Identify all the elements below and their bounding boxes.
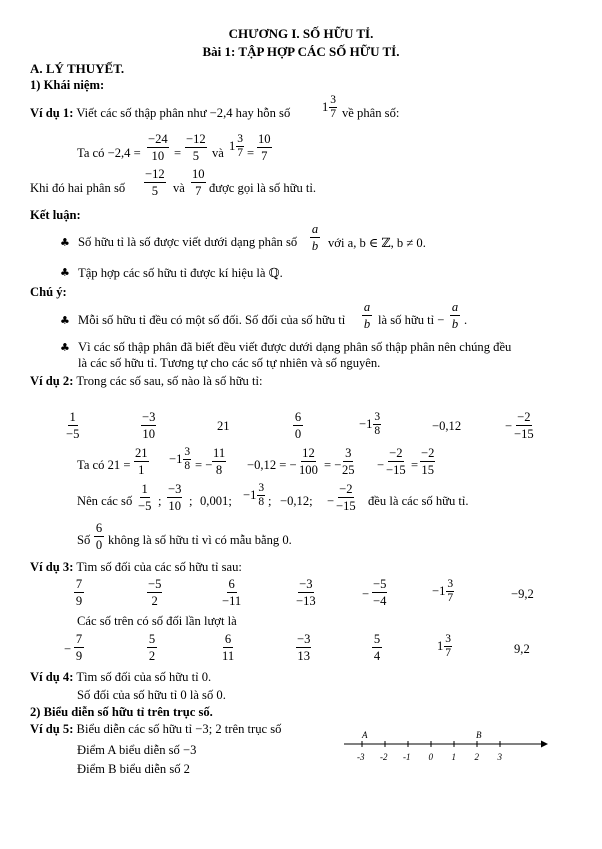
example-4-answer: Số đối của số hữu tỉ 0 là số 0. [77,688,226,702]
mixed-number: −1 3 8 [243,482,265,508]
example-4-line: Ví dụ 4: Tìm số đối của số hữu tỉ 0. [30,670,212,684]
fraction: $\frac{6}{0}$ [95,521,103,552]
conclusion-heading: Kết luận: [30,208,81,222]
minus-sign: − [362,587,370,601]
note-bullet-1-end: . [464,313,468,327]
fraction: $\frac{3}{25}$ [342,446,355,477]
point-a-text: Điểm A biểu diễn số −3 [77,743,197,757]
fraction: $\frac{-3}{10}$ [142,410,156,441]
fraction: $\frac{7}{9}$ [75,577,83,608]
middle-text: Các số trên có số đối lần lượt là [77,614,237,628]
separator: ; [189,494,193,508]
note-bullet-1-mid: là số hữu tỉ − [378,313,445,327]
mixed-number: 1 3 7 [229,133,244,159]
minus-sign: − [64,642,72,656]
club-icon: ♣ [60,314,70,327]
equals: = [411,458,419,472]
conclusion-text: đều là các số hữu tỉ. [368,494,469,508]
so-text: Số [77,533,91,547]
note-bullet-2-line-2: là các số hữu tỉ. Tương tự cho các số tự nhiên và số nguyên. [78,356,381,370]
minus-sign: − [505,419,513,433]
chapter-title: CHƯƠNG I. SỐ HỮU TỈ. [228,26,374,41]
note-heading: Chú ý: [30,285,67,299]
example-2-line: Ví dụ 2: Trong các số sau, số nào là số hữu tỉ: [30,374,263,388]
number: −9,2 [511,587,534,601]
axis-tick-label: -3 [357,752,365,762]
nen-cac-so-text: Nên các số [77,494,133,508]
fraction: $\frac{10}{7}$ [192,167,205,198]
fraction: $\frac{-2}{-15}$ [514,410,534,441]
fraction: $\frac{a}{b}$ [363,300,371,331]
number: 0,001; [200,494,232,508]
number: −0,12 [432,419,462,433]
lesson-title: Bài 1: TẬP HỢP CÁC SỐ HỮU TỈ. [202,44,400,59]
fraction: $\frac{6}{0}$ [294,410,302,441]
equals: = − [195,458,213,472]
fraction: $\frac{-5}{-4}$ [373,577,387,608]
note-bullet-1: Mỗi số hữu tỉ đều có một số đối. Số đối của số hữu tỉ [78,313,346,327]
axis-arrow-icon [541,741,548,748]
equals: = [174,146,182,160]
mixed-number: 1 3 7 [322,94,337,120]
fraction: $\frac{21}{1}$ [135,446,148,477]
point-a-label: A [362,730,368,740]
number: 21 [217,419,230,433]
khi-do-text: Khi đó hai phân số [30,181,126,195]
fraction: $\frac{-5}{2}$ [148,577,162,608]
fraction: $\frac{5}{2}$ [148,632,156,663]
fraction: $\frac{-12}{5}$ [186,132,206,163]
mixed-number: −1 3 8 [359,411,381,437]
conclusion-bullet-1-tail: với a, b ∈ ℤ, b ≠ 0. [328,236,426,250]
separator: ; [158,494,162,508]
fraction: $\frac{7}{9}$ [75,632,83,663]
fraction: $\frac{a}{b}$ [451,300,459,331]
zero-denominator-text: không là số hữu tỉ vì có mẫu bằng 0. [108,533,292,547]
fraction: $\frac{6}{-11}$ [222,577,242,608]
concept-heading: 1) Khái niệm: [30,78,105,92]
fraction: $\frac{12}{100}$ [299,446,318,477]
axis-tick-label: 3 [497,752,502,762]
fraction: $\frac{-2}{-15}$ [336,482,356,513]
club-icon: ♣ [60,236,70,249]
note-bullet-2-line-1: Vì các số thập phân đã biết đều viết được dưới dạng phân số thập phân nên chúng đều [78,340,512,354]
axis-tick-label: -1 [403,752,411,762]
fraction: $\frac{10}{7}$ [258,132,271,163]
example-5-line: Ví dụ 5: Biểu diễn các số hữu tỉ −3; 2 trên trục số [30,722,282,736]
fraction: $\frac{-2}{15}$ [421,446,435,477]
point-b-label: B [476,730,482,740]
number: 9,2 [514,642,530,656]
number: −0,12; [280,494,313,508]
ta-co-text: Ta có 21 = [77,458,131,472]
fraction: $\frac{5}{4}$ [373,632,381,663]
separator: ; [268,494,272,508]
fraction: $\frac{1}{-5}$ [66,410,80,441]
fraction: $\frac{-12}{5}$ [145,167,165,198]
number-line [340,728,555,768]
axis-tick-label: 1 [451,752,456,762]
conclusion-bullet-2: Tập hợp các số hữu tỉ được kí hiệu là ℚ. [78,266,283,280]
axis-tick-label: 2 [474,752,479,762]
fraction: $\frac{-3}{13}$ [297,632,311,663]
mixed-number: −1 3 7 [432,578,454,604]
point-b-text: Điểm B biểu diễn số 2 [77,762,190,776]
ta-co-text: Ta có −2,4 = [77,146,141,160]
section-a-heading: A. LÝ THUYẾT. [30,61,125,76]
equals: = [247,146,255,160]
expression: −0,12 = − [247,458,297,472]
and-text: và [173,181,185,195]
fraction: $\frac{11}{8}$ [213,446,226,477]
fraction: $\frac{-24}{10}$ [148,132,168,163]
fraction: $\frac{-3}{10}$ [168,482,182,513]
example-3-line: Ví dụ 3: Tìm số đối của các số hữu tỉ sau: [30,560,242,574]
club-icon: ♣ [60,266,70,279]
fraction: $\frac{-3}{-13}$ [296,577,316,608]
minus-sign: − [327,494,335,508]
khi-do-tail: được gọi là số hữu tỉ. [209,181,317,195]
axis-tick-label: 0 [428,752,433,762]
fraction: $\frac{1}{-5}$ [138,482,152,513]
mixed-number: 1 3 7 [437,633,452,659]
minus-sign: − [377,458,385,472]
equals: = − [324,458,342,472]
axis-tick-label: -2 [380,752,388,762]
section-2-heading: 2) Biểu diễn số hữu tỉ trên trục số. [30,705,213,719]
and-text: và [212,146,224,160]
conclusion-bullet-1: Số hữu tỉ là số được viết dưới dạng phân số [78,235,298,249]
fraction: $\frac{a}{b}$ [311,222,319,253]
fraction: $\frac{6}{11}$ [222,632,235,663]
club-icon: ♣ [60,341,70,354]
example-1-tail: về phân số: [342,106,400,120]
mixed-number: −1 3 8 [169,446,191,472]
example-1-line: Ví dụ 1: Viết các số thập phân như −2,4 hay hỗn số [30,106,291,120]
fraction: $\frac{-2}{-15}$ [386,446,406,477]
